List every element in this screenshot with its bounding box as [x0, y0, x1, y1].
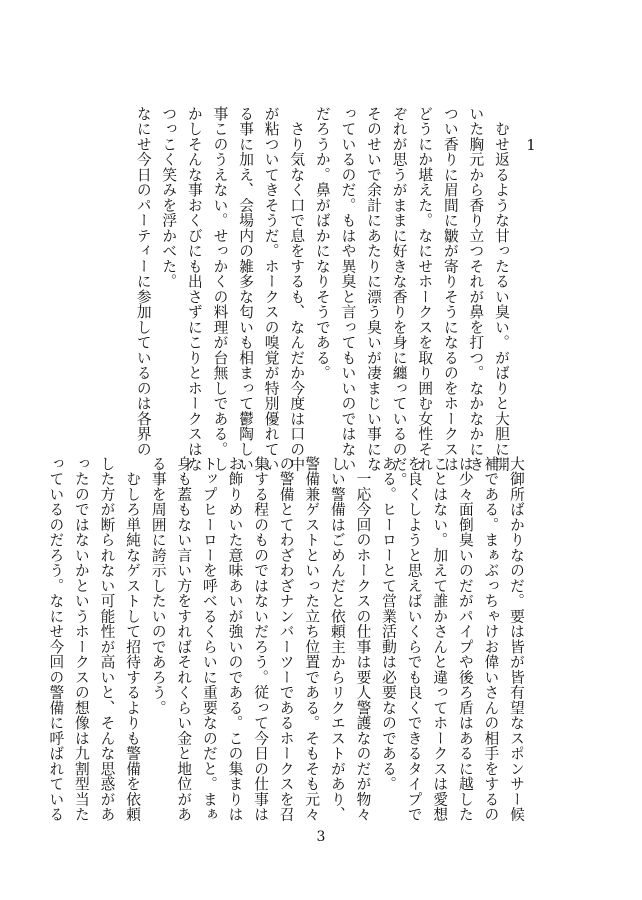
text-line: つっこく笑みを浮かべた。: [160, 106, 178, 289]
text-line: の警備とてわざわざナンバーツーであるホークスを召: [277, 456, 295, 822]
text-line: 大御所ばかりなのだ。要は皆が皆有望なスポンサー候: [508, 456, 525, 822]
chapter-number: 1: [526, 136, 536, 154]
text-line: かしそんな事おくびにも出さずにこりとホークスはな: [185, 106, 203, 472]
text-line: トップヒーローを呼べるくらいに重要なのだと。まぁ: [200, 456, 218, 822]
text-line: る事を周囲に誇示したいのであろう。: [149, 456, 167, 716]
text-line: を良くしようと思えばいくらでも良くできるタイプで: [405, 456, 423, 822]
text-block-bottom: [47, 456, 529, 822]
text-line: なにせ今日のパーティーに参加しているのは各界の: [134, 106, 152, 457]
text-line: むせ返るような甘ったるい臭い。がばりと大胆に開: [493, 106, 510, 472]
text-line: ぞれが思うがままに好きな香りを身に纏っているのだ。: [390, 106, 408, 488]
text-line: っているのだ。もはや異臭と言ってもいいのではない: [339, 106, 357, 472]
text-line: した方が断られない可能性が高いと、そんな思惑があ: [98, 456, 116, 822]
text-line: しい警備はごめんだと依頼主からリクエストがあり、: [328, 456, 346, 822]
text-line: っているのだろう。なにせ今回の警備に呼ばれている: [47, 456, 65, 822]
text-line: さり気なく口で息をするも、なんだか今度は口の中: [288, 106, 306, 472]
text-line: 集する程のものではないだろう。従って今日の仕事は: [252, 456, 270, 822]
text-line: 事このうえない。せっかくの料理が台無しである。し: [211, 106, 229, 472]
text-block-top: [104, 106, 514, 488]
text-line: 身も蓋もない言い方をすればそれくらい金と地位があ: [175, 456, 193, 822]
text-line: むしろ単純なゲストして招待するよりも警備を依頼: [124, 456, 142, 822]
text-line: 補である。まぁぶっちゃけお偉いさんの相手をするの: [482, 456, 500, 822]
text-line: ったのではないかというホークスの想像は九割型当た: [72, 456, 90, 822]
text-line: だろうか。鼻がばかになりそうである。: [313, 106, 331, 381]
text-line: ことはない。加えて誰かさんと違ってホークスは愛想: [431, 456, 449, 822]
text-line: そのせいで余計にあたりに漂う臭いが凄まじい事にな: [365, 106, 383, 472]
page-number: 3: [316, 829, 326, 845]
text-line: る事に加え、会場内の雑多な匂いも相まって鬱陶しい: [237, 106, 255, 472]
text-line: お飾りめいた意味あいが強いのである。この集まりは: [226, 456, 244, 822]
text-line: どうにか堪えた。なにせホークスを取り囲む女性それ: [416, 106, 434, 472]
text-line: 一応今回のホークスの仕事は要人警護なのだが物々: [354, 456, 372, 822]
text-line: が粘ついてきそうだ。ホークスの嗅覚が特別優れてい: [262, 106, 280, 472]
text-line: いた胸元から香り立つそれが鼻を打つ。なかなかにき: [467, 106, 485, 472]
text-line: ある。ヒーローとて営業活動は必要なのである。: [380, 456, 398, 792]
text-line: は少々面倒臭いのだがパイプや後ろ盾はあるに越した: [456, 456, 474, 822]
text-line: 警備兼ゲストといった立ち位置である。そもそも元々: [303, 456, 321, 822]
text-line: つい香りに眉間に皺が寄りそうになるのをホークスは: [441, 106, 459, 472]
